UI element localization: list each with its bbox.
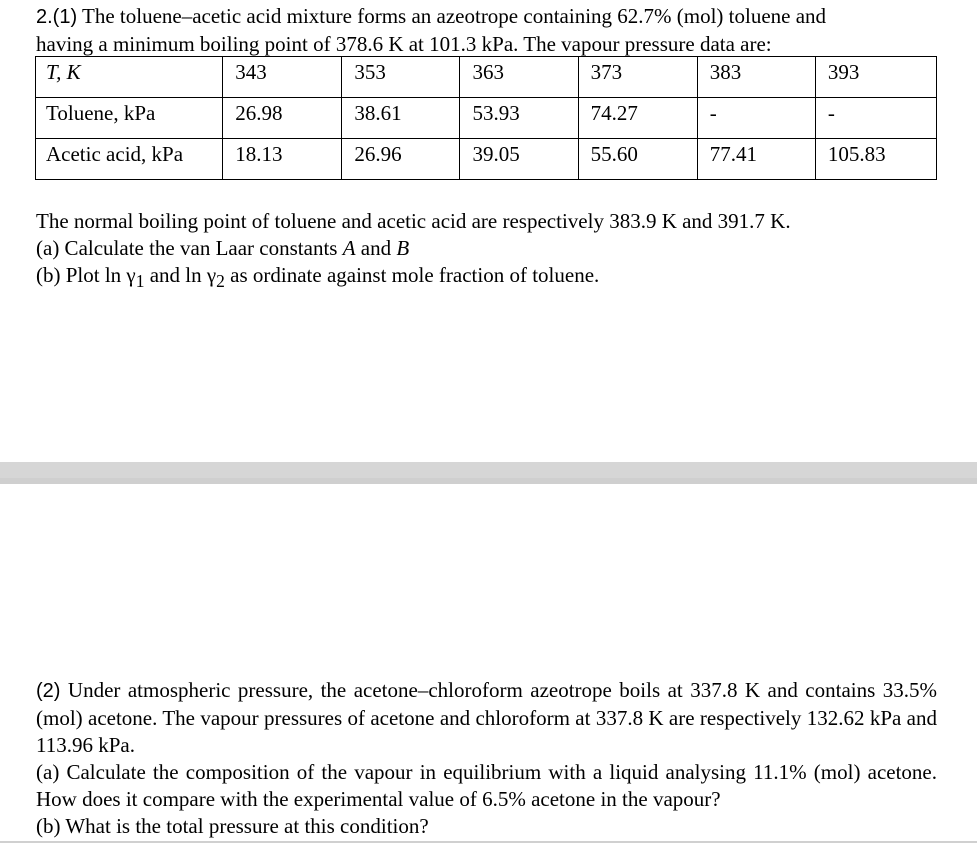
intro-text-1: The toluene–acetic acid mixture forms an azeotrope containing 62.7% (mol) toluene and — [82, 4, 827, 28]
header-cell: 353 — [342, 57, 460, 98]
table-row-acetic-acid — [36, 139, 937, 180]
header-cell — [36, 57, 223, 98]
page-divider — [0, 462, 977, 484]
table-cell: 38.61 — [342, 98, 460, 139]
question-2-part-a: (a) Calculate the composition of the vapour in equilibrium with a liquid analysing 11.1% (mol) acetone. How does it compare with the experimental value of 6.5% acetone in the vapour? — [36, 760, 937, 811]
table-cell: 26.98 — [223, 98, 342, 139]
question-2-text: Under atmospheric pressure, the acetone–chloroform azeotrope boils at 337.8 K and contains 33.5% (mol) acetone. The vapour pressures of acetone and chloroform at 337.8 K are respectively 132.62 kPa and 113.96 kPa. — [36, 678, 937, 757]
table-cell: 39.05 — [460, 139, 578, 180]
constant-a: A — [342, 236, 356, 260]
header-cell: 393 — [815, 57, 936, 98]
table-cell: 53.93 — [460, 98, 578, 139]
part-b — [36, 262, 937, 295]
intro-line-1 — [36, 3, 937, 31]
subscript-2: 2 — [216, 271, 225, 292]
question-2-number: (2) — [36, 680, 61, 702]
intro-line-2: having a minimum boiling point of 378.6 K at 101.3 kPa. The vapour pressure data are: — [36, 32, 772, 56]
header-cell: 383 — [697, 57, 815, 98]
table-cell: 55.60 — [578, 139, 697, 180]
row-label: Toluene, kPa — [36, 98, 223, 139]
temperature-label: T, K — [46, 60, 81, 84]
vapour-pressure-table — [35, 56, 937, 180]
constant-b: B — [396, 236, 410, 260]
table-cell: 105.83 — [815, 139, 936, 180]
table-cell: 77.41 — [697, 139, 815, 180]
question-2-intro — [36, 677, 937, 759]
question-1-intro — [36, 3, 937, 58]
table-cell: - — [697, 98, 815, 139]
row-label: Acetic acid, kPa — [36, 139, 223, 180]
divider-shadow — [0, 478, 977, 484]
question-2 — [36, 677, 937, 840]
part-a-text: (a) Calculate the van Laar constants — [36, 236, 343, 260]
question-2-part-b: (b) What is the total pressure at this condition? — [36, 814, 429, 838]
table-cell: 18.13 — [223, 139, 342, 180]
subscript-1: 1 — [135, 271, 145, 292]
header-cell: 343 — [223, 57, 342, 98]
table-row-toluene — [36, 98, 937, 139]
table-header-row — [36, 57, 937, 98]
part-b-text-3: as ordinate against mole fraction of toluene. — [224, 263, 600, 287]
table-cell: 74.27 — [578, 98, 697, 139]
header-cell: 363 — [460, 57, 578, 98]
header-cell: 373 — [578, 57, 697, 98]
question-1-parts — [36, 208, 937, 295]
table-cell: 26.96 — [342, 139, 460, 180]
table-cell: - — [815, 98, 936, 139]
part-b-text-1: (b) Plot ln γ — [36, 263, 136, 287]
part-a-and: and — [355, 236, 397, 260]
boiling-points-text: The normal boiling point of toluene and acetic acid are respectively 383.9 K and 391.7 K. — [36, 209, 791, 233]
part-b-text-2: and ln γ — [144, 263, 217, 287]
question-number: 2.(1) — [36, 6, 78, 28]
part-a — [36, 235, 937, 262]
